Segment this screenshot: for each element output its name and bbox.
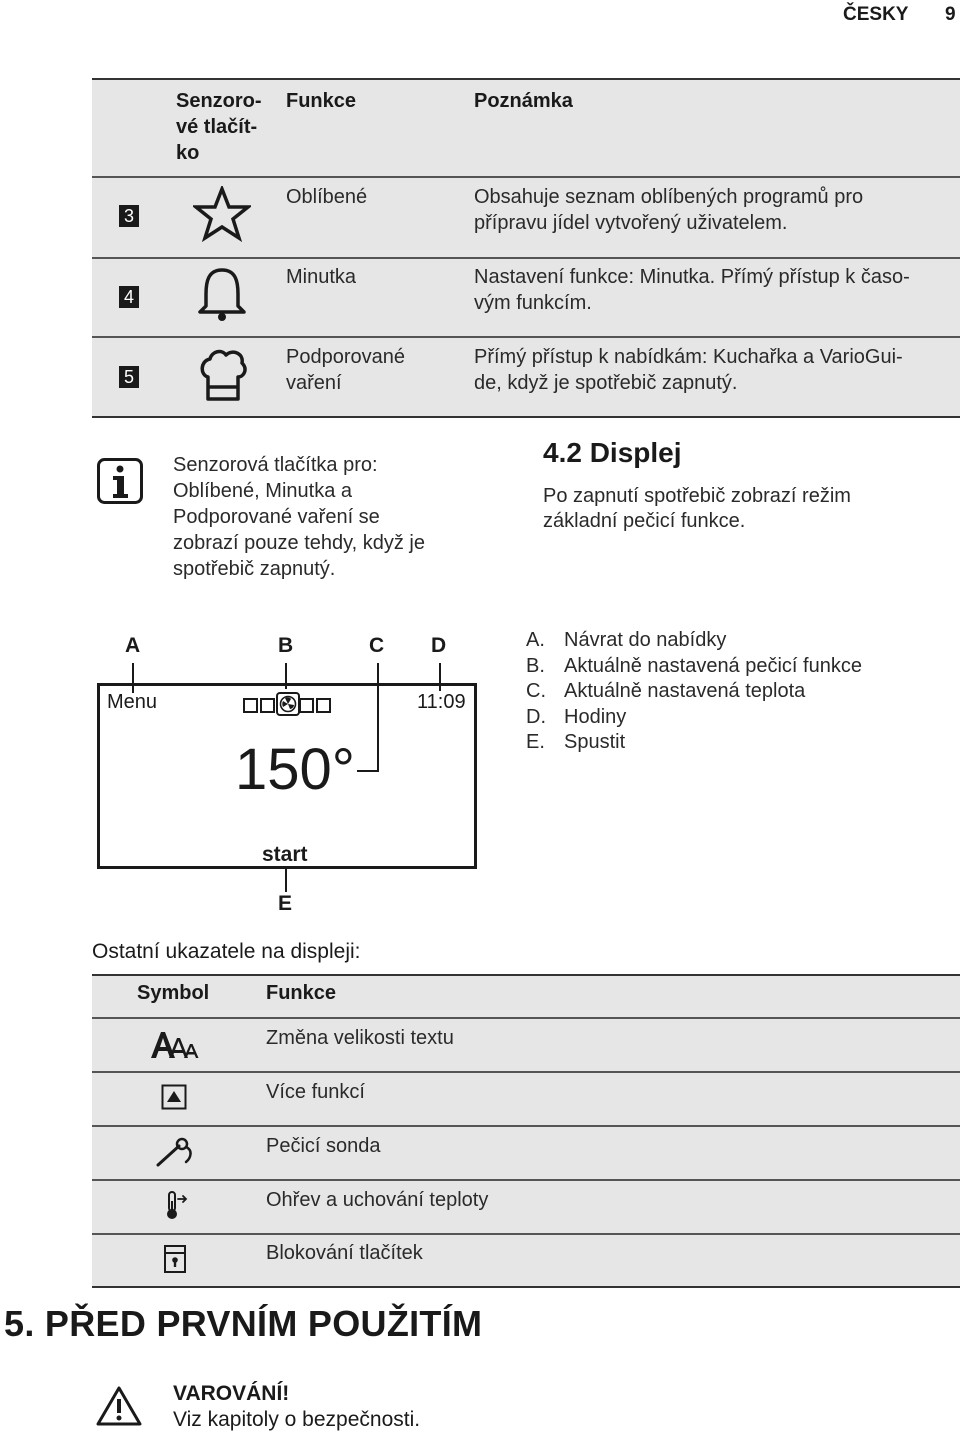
bell-icon [196,266,248,324]
info-icon [97,458,143,504]
indicators-caption: Ostatní ukazatele na displeji: [92,940,361,963]
row-number: 3 [119,205,139,227]
table-divider [92,336,960,338]
display-start-button[interactable]: start [262,843,308,866]
section-title-display: 4.2 Displej [543,437,682,468]
table-divider [92,1179,960,1181]
note-cell: Přímý přístup k nabídkám: Kuchařka a VarioGui- de, když je spotřebič zapnutý. [474,346,903,394]
function-slot [299,698,314,713]
header-function: Funkce [286,90,357,112]
function-cell: Minutka [286,266,357,288]
callout-c: C [369,634,385,657]
header-note: Poznámka [474,90,573,112]
callout-d: D [431,634,447,657]
function-cell: Oblíbené [286,186,368,208]
language-label: ČESKY [843,4,909,25]
callout-line-e [285,866,287,892]
row-number: 5 [119,366,139,388]
header-sensor: Senzoro- vé tlačít- ko [176,90,262,164]
warning-title: VAROVÁNÍ! [173,1382,290,1405]
legend-item: A. Návrat do nabídky [526,629,727,651]
indicator-function: Více funkcí [266,1081,365,1103]
section-text-display: Po zapnutí spotřebič zobrazí režim základní pečicí funkce. [543,485,851,532]
indicator-function: Blokování tlačítek [266,1242,423,1264]
header-function: Funkce [266,982,337,1004]
info-note-text: Senzorová tlačítka pro: Oblíbené, Minutka a Podporované vaření se zobrazí pouze tehdy, když je spotřebič zapnutý. [173,454,425,580]
function-slot [243,698,258,713]
table-divider [92,78,960,80]
note-cell: Nastavení funkce: Minutka. Přímý přístup k časo- vým funkcím. [474,266,910,314]
display-temperature: 150° [235,737,355,802]
function-slot [260,698,275,713]
table-divider [92,1071,960,1073]
chef-hat-icon [198,347,248,403]
table-divider [92,1017,960,1019]
section-title-before-first-use: 5. PŘED PRVNÍM POUŽITÍM [4,1303,483,1344]
more-functions-icon [161,1084,187,1110]
legend-item: C. Aktuálně nastavená teplota [526,680,806,702]
display-clock: 11:09 [417,691,466,713]
callout-e: E [278,892,293,915]
table-divider [92,176,960,178]
warning-text: Viz kapitoly o bezpečnosti. [173,1408,421,1431]
fan-icon [276,692,300,716]
key-lock-icon [163,1244,187,1274]
star-icon [193,186,251,242]
legend-item: D. Hodiny [526,705,627,728]
display-menu[interactable]: Menu [107,691,158,713]
legend-item: E. Spustit [526,731,626,753]
callout-b: B [278,634,294,657]
note-cell: Obsahuje seznam oblíbených programů pro přípravu jídel vytvořený uživatelem. [474,186,864,234]
indicator-function: Pečicí sonda [266,1135,381,1157]
function-slot [316,698,331,713]
function-cell: Podporované vaření [286,346,405,394]
table-divider [92,1233,960,1235]
heat-and-hold-icon [164,1189,190,1221]
table-divider [92,974,960,976]
callout-a: A [125,634,141,657]
warning-icon [96,1385,142,1427]
display-legend [526,628,862,756]
meat-probe-icon [155,1136,195,1168]
indicator-function: Ohřev a uchování teploty [266,1189,489,1211]
table-divider [92,257,960,259]
page-number: 9 [945,4,956,25]
row-number: 4 [119,286,139,308]
table-divider [92,1125,960,1127]
indicator-function: Změna velikosti textu [266,1027,454,1049]
legend-item: B. Aktuálně nastavená pečicí funkce [526,654,862,677]
text-size-icon [150,1030,202,1060]
table-divider [92,1286,960,1288]
indicators-table [92,974,960,1287]
header-symbol: Symbol [137,982,210,1004]
table-divider [92,416,960,418]
